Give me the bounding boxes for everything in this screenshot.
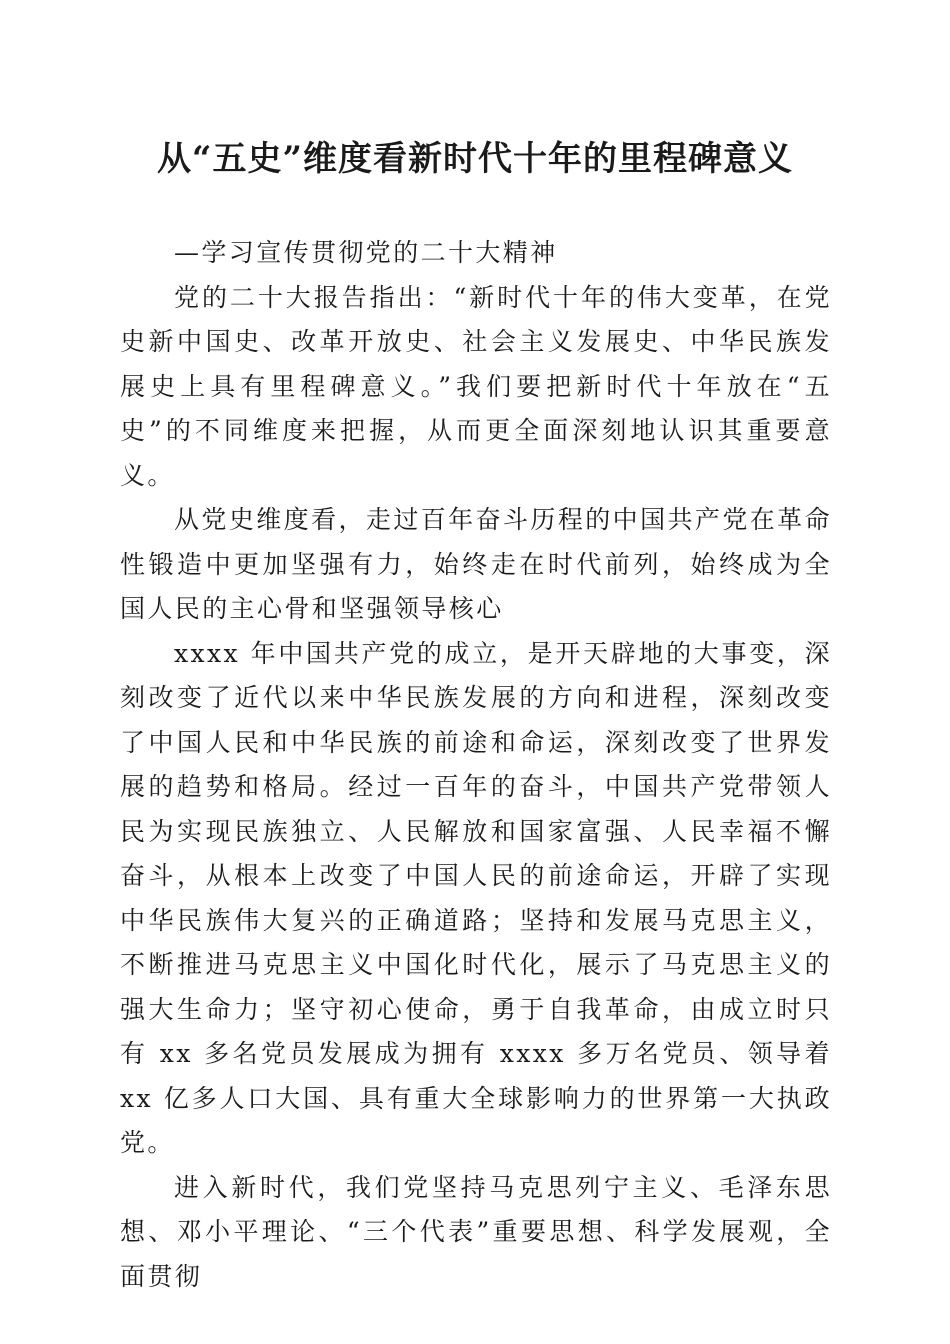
- document-title: 从“五史”维度看新时代十年的里程碑意义: [156, 139, 794, 179]
- body-paragraph-3: xxxx 年中国共产党的成立，是开天辟地的大事变，深刻改变了近代以来中华民族发展的方向和进程，深刻改变了中国人民和中华民族的前途和命运，深刻改变了世界发展的趋势和格局。经过一百年的奋斗，中国共产党带领人民为实现民族独立、人民解放和国家富强、人民幸福不懈奋斗，从根本上改变了中国人民的前途命运，开辟了实现中华民族伟大复兴的正确道路；坚持和发展马克思主义，不断推进马克思主义中国化时代化，展示了马克思主义的强大生命力；坚守初心使命，勇于自我革命，由成立时只有 xx 多名党员发展成为拥有 xxxx 多万名党员、领导着 xx 亿多人口大国、具有重大全球影响力的世界第一大执政党。: [120, 638, 832, 1157]
- body-paragraph-1: 党的二十大报告指出：“新时代十年的伟大变革，在党史新中国史、改革开放史、社会主义发展史、中华民族发展史上具有里程碑意义。”我们要把新时代十年放在“五史”的不同维度来把握，从而更全面深刻地认识其重要意义。: [120, 282, 832, 490]
- body-paragraph-4: 进入新时代，我们党坚持马克思列宁主义、毛泽东思想、邓小平理论、“三个代表”重要思想、科学发展观，全面贯彻: [120, 1172, 832, 1291]
- body-paragraph-2: 从党史维度看，走过百年奋斗历程的中国共产党在革命性锻造中更加坚强有力，始终走在时代前列，始终成为全国人民的主心骨和坚强领导核心: [120, 505, 832, 623]
- document-body: [120, 231, 832, 1299]
- subtitle-paragraph: —学习宣传贯彻党的二十大精神: [174, 238, 558, 267]
